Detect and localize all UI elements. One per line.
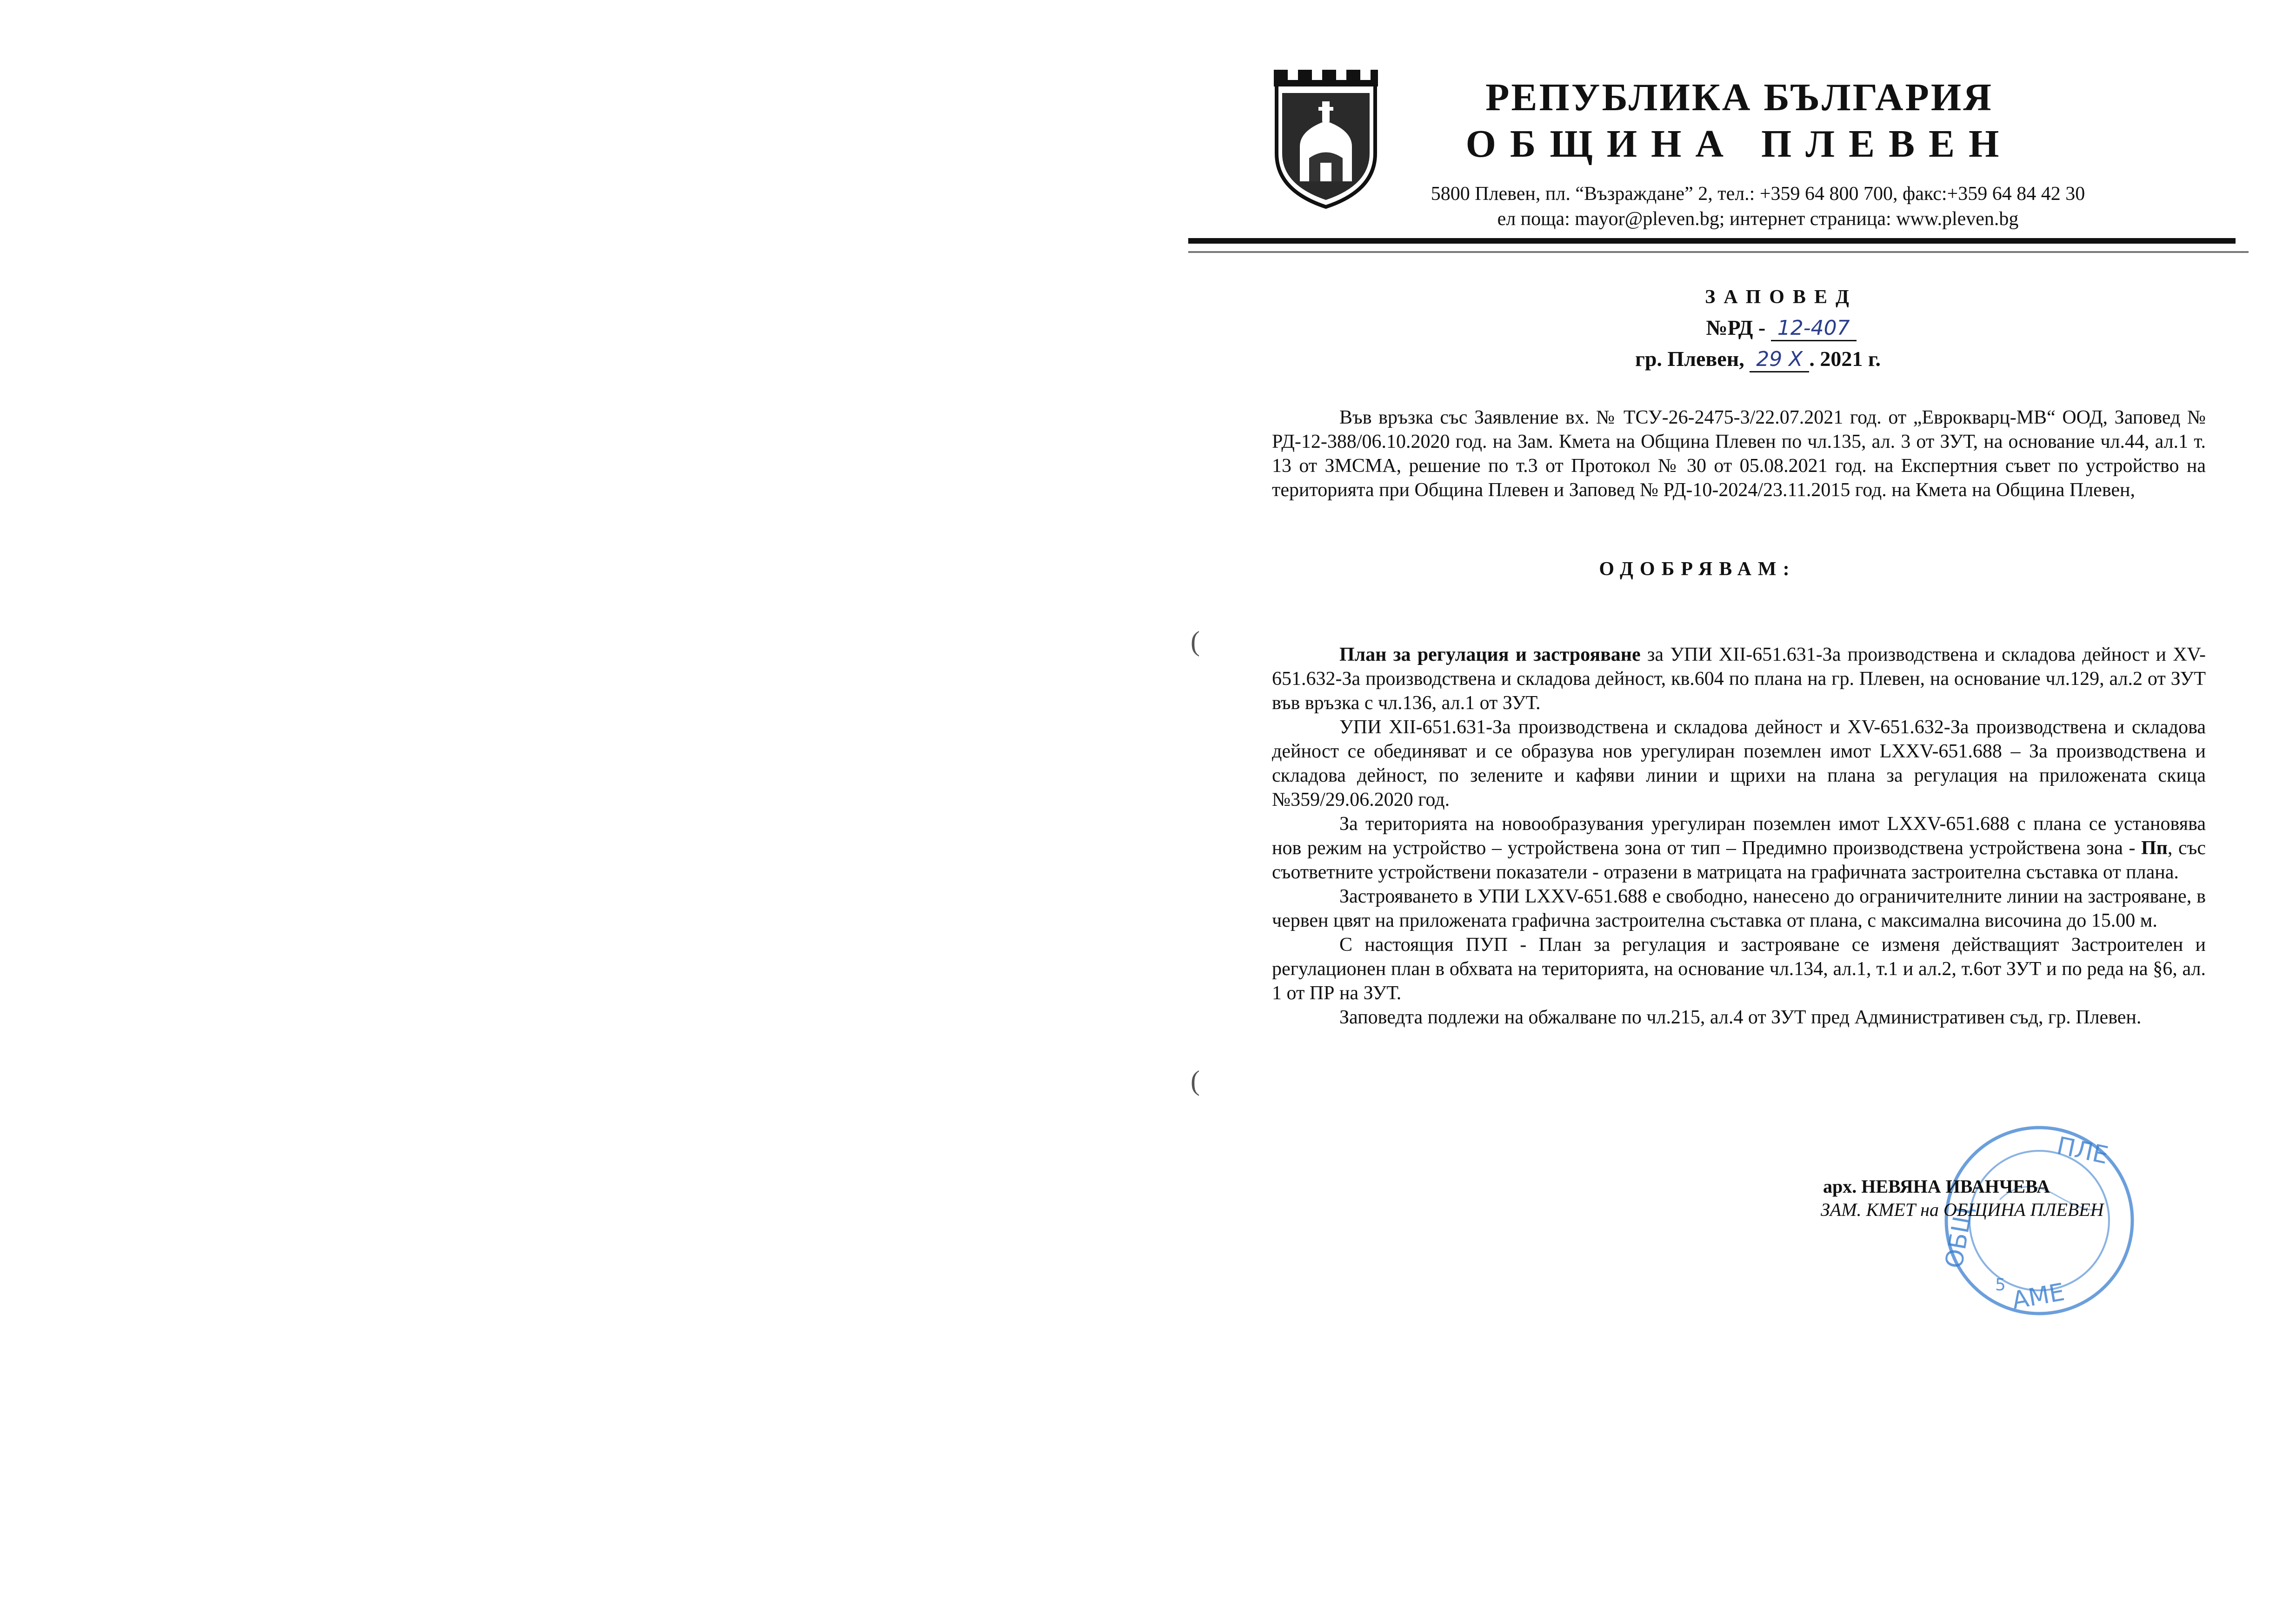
paragraph-6: Заповедта подлежи на обжалване по чл.215, ал.4 от ЗУТ пред Административен съд, гр. Плевен. (1339, 1007, 2142, 1028)
zone-code: Пп (2141, 837, 2168, 859)
stamp-digit: 5 (1995, 1275, 2006, 1295)
stamp-text-left: ОБЩ (1940, 1204, 1978, 1271)
plan-title: План за регулация и застрояване (1339, 644, 1641, 665)
order-place-date (1535, 346, 1981, 372)
email-web-line: ел поща: mayor@pleven.bg; интернет страница: www.pleven.bg (1497, 208, 2019, 230)
paragraph-4: Застрояването в УПИ LXXV-651.688 е свободно, нанесено до ограничителните линии на застрояване, в червен цвят на приложената графична застроителна съставка от плана, с максимална височина до 15.00 м. (1272, 886, 2206, 931)
address-line: 5800 Плевен, пл. “Възраждане” 2, тел.: +359 64 800 700, факс:+359 64 84 42 30 (1431, 183, 2085, 205)
signatory-name: арх. НЕВЯНА ИВАНЧЕВА (1823, 1176, 2050, 1197)
header-divider (1188, 238, 2236, 244)
intro-paragraph: Във връзка със Заявление вх. № ТСУ-26-2475-3/22.07.2021 год. от „Еврокварц-МВ“ ООД, Заповед № РД-12-388/06.10.2020 год. на Зам. Кмета на Община Плевен по чл.135, ал. 3 от ЗУТ, на основание чл.44, ал.1 т. 13 от ЗМСМА, решение по т.3 от Протокол № 30 от 05.08.2021 год. на Експертния съвет по устройство на територията при Община Плевен и Заповед № РД-10-2024/23.11.2015 год. на Кмета на Община Плевен, (1272, 407, 2206, 501)
header-contact (1363, 181, 2153, 232)
paragraph-5: С настоящия ПУП - План за регулация и застрояване се изменя действащият Застроителен и регулационен план в обхвата на територията, на основание чл.134, ал.1, т.1 и ал.2, т.6от ЗУТ и по реда на §6, ал. 1 от ПР на ЗУТ. (1272, 934, 2206, 1004)
header-title (1395, 74, 2083, 167)
order-number-prefix: №РД - (1706, 316, 1766, 339)
municipality-name: ОБЩИНА ПЛЕВЕН (1465, 122, 2013, 166)
order-place: гр. Плевен, (1635, 347, 1744, 371)
stamp-text-top: ПЛЕ (2054, 1132, 2111, 1170)
stamp-text-bottom: АМЕ (2010, 1278, 2067, 1315)
paragraph-1 (1272, 643, 2206, 715)
approve-heading: ОДОБРЯВАМ: (1599, 558, 1796, 580)
paragraph-3-text-b: , със съответните устройствени показатели - отразени в матрицата на графичната застроителна съставка от плана. (1272, 837, 2206, 883)
order-date-handwritten: 29 X (1750, 347, 1809, 372)
signatory-role: ЗАМ. КМЕТ на ОБЩИНА ПЛЕВЕН (1821, 1199, 2104, 1220)
order-number (1628, 315, 1935, 341)
header-divider-thin (1188, 251, 2249, 253)
official-stamp (1939, 1121, 2139, 1321)
paragraph-1-text: за УПИ XII-651.631-За производствена и складова дейност и XV-651.632-За производствена и складова дейност, кв.604 по плана на гр. Плевен, на основание чл.129, ал.2 от ЗУТ във връзка с чл.136, ал.1 от ЗУТ. (1272, 644, 2206, 714)
paragraph-2: УПИ XII-651.631-За производствена и складова дейност и XV-651.632-За производствена и складова дейност се обединяват и се образува нов урегулиран поземлен имот LXXV-651.688 – За производствена и складова дейност, по зелените и кафяви линии и щрихи на плана за регулация на приложената скица №359/29.06.2020 год. (1272, 717, 2206, 810)
scan-mark: ( (1191, 626, 1200, 657)
body-paragraphs (1272, 715, 2206, 1029)
country-name: РЕПУБЛИКА БЪЛГАРИЯ (1485, 76, 1993, 119)
order-heading: ЗАПОВЕД (1705, 286, 1857, 308)
paragraph-3-text-a: За територията на новообразувания урегулиран поземлен имот LXXV-651.688 с плана се установява нов режим на устройство – устройствена зона от тип – Предимно производствена устройствена зона - (1272, 813, 2206, 859)
scan-mark: ( (1191, 1065, 1200, 1096)
order-number-handwritten: 12-407 (1771, 316, 1857, 341)
paragraph-3 (1272, 812, 2206, 884)
order-year: . 2021 г. (1809, 347, 1881, 371)
